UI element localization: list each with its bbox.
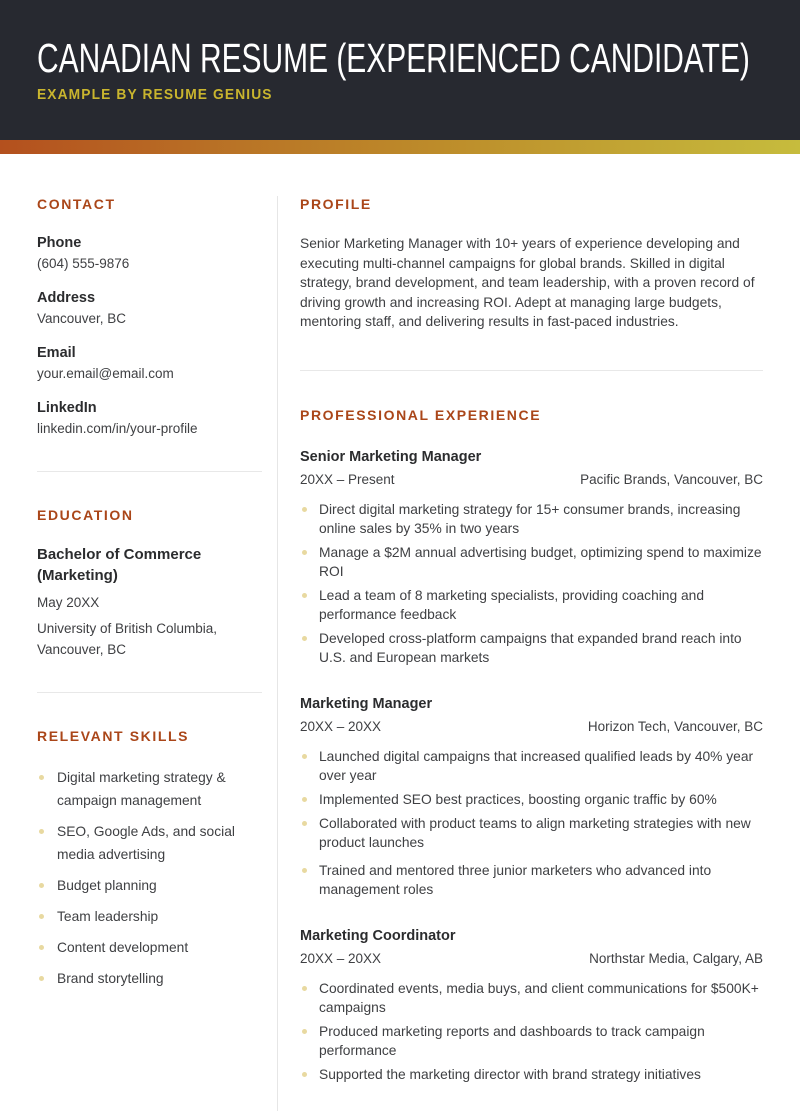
job-company: Pacific Brands, Vancouver, BC [580, 471, 763, 487]
skill-item: Budget planning [37, 874, 259, 897]
job-meta [300, 949, 763, 969]
job-bullet: Collaborated with product teams to align marketing strategies with new product launches [300, 814, 762, 852]
education-school: University of British Columbia, Vancouver, BC [37, 621, 218, 657]
phone-value: (604) 555-9876 [37, 256, 130, 271]
email-label: Email [37, 345, 76, 361]
address-value: Vancouver, BC [37, 311, 127, 326]
job-bullet: Trained and mentored three junior marketers who advanced into management roles [300, 861, 762, 899]
job-bullet: Developed cross-platform campaigns that expanded brand reach into U.S. and European markets [300, 629, 762, 667]
skills-heading: RELEVANT SKILLS [37, 728, 190, 744]
skills-section [37, 728, 262, 990]
education-section [37, 507, 262, 660]
job-bullet: Coordinated events, media buys, and client communications for $500K+ campaigns [300, 979, 762, 1017]
resume-body [0, 154, 800, 1111]
skill-item: Content development [37, 936, 259, 959]
job-bullet: Implemented SEO best practices, boosting organic traffic by 60% [300, 790, 762, 809]
profile-section [300, 196, 763, 332]
profile-text: Senior Marketing Manager with 10+ years of experience developing and executing multi-channel campaigns for global brands. Skilled in digital strategy, brand development, and team leadership, with a proven record of driving growth and increasing ROI. Adept at managing large budgets, mentoring staff, and delivering results in fast-paced industries. [300, 236, 755, 329]
education-heading: EDUCATION [37, 507, 134, 523]
divider [300, 370, 763, 371]
contact-section [37, 196, 262, 439]
contact-field-address [37, 288, 262, 329]
job-bullet: Launched digital campaigns that increased qualified leads by 40% year over year [300, 747, 762, 785]
job-meta [300, 717, 763, 737]
job-dates: 20XX – Present [300, 471, 395, 487]
job-title: Senior Marketing Manager [300, 448, 482, 465]
job-bullets [300, 500, 763, 667]
contact-heading: CONTACT [37, 196, 116, 212]
skill-item: Team leadership [37, 905, 259, 928]
skill-item: Digital marketing strategy & campaign management [37, 766, 259, 812]
accent-gradient-bar [0, 140, 800, 154]
job-title: Marketing Manager [300, 695, 433, 712]
divider [37, 471, 262, 472]
job-bullets [300, 979, 763, 1084]
job-company: Horizon Tech, Vancouver, BC [587, 718, 763, 734]
job-entry [300, 447, 763, 667]
job-bullets [300, 747, 763, 899]
job-entry [300, 926, 763, 1084]
page-title: CANADIAN RESUME (EXPERIENCED CANDIDATE) [37, 35, 750, 81]
job-meta [300, 470, 763, 490]
job-bullet: Manage a $2M annual advertising budget, optimizing spend to maximize ROI [300, 543, 762, 581]
divider [37, 692, 262, 693]
linkedin-label: LinkedIn [37, 400, 97, 416]
email-value: your.email@email.com [37, 366, 174, 381]
education-degree: Bachelor of Commerce (Marketing) [37, 546, 202, 584]
profile-heading: PROFILE [300, 196, 372, 212]
contact-field-phone [37, 233, 262, 274]
skill-item: Brand storytelling [37, 967, 259, 990]
job-dates: 20XX – 20XX [300, 718, 382, 734]
address-label: Address [37, 290, 96, 306]
skill-item: SEO, Google Ads, and social media advertising [37, 820, 259, 866]
left-column [37, 196, 262, 1111]
linkedin-value: linkedin.com/in/your-profile [37, 421, 198, 436]
job-dates: 20XX – 20XX [300, 950, 382, 966]
contact-field-linkedin [37, 398, 262, 439]
job-title: Marketing Coordinator [300, 927, 456, 944]
contact-field-email [37, 343, 262, 384]
page-subtitle: EXAMPLE BY RESUME GENIUS [37, 86, 273, 103]
education-date: May 20XX [37, 595, 100, 610]
job-bullet: Lead a team of 8 marketing specialists, providing coaching and performance feedback [300, 586, 762, 624]
right-column [278, 196, 763, 1111]
job-entry [300, 694, 763, 899]
job-bullet: Direct digital marketing strategy for 15+ consumer brands, increasing online sales by 35% in two years [300, 500, 762, 538]
skills-list [37, 766, 262, 990]
job-bullet: Produced marketing reports and dashboards to track campaign performance [300, 1022, 762, 1060]
experience-heading: PROFESSIONAL EXPERIENCE [300, 406, 542, 423]
experience-section [300, 407, 763, 1084]
job-company: Northstar Media, Calgary, AB [589, 950, 763, 966]
hero-header [0, 0, 800, 140]
job-bullet: Supported the marketing director with brand strategy initiatives [300, 1065, 762, 1084]
phone-label: Phone [37, 235, 82, 251]
